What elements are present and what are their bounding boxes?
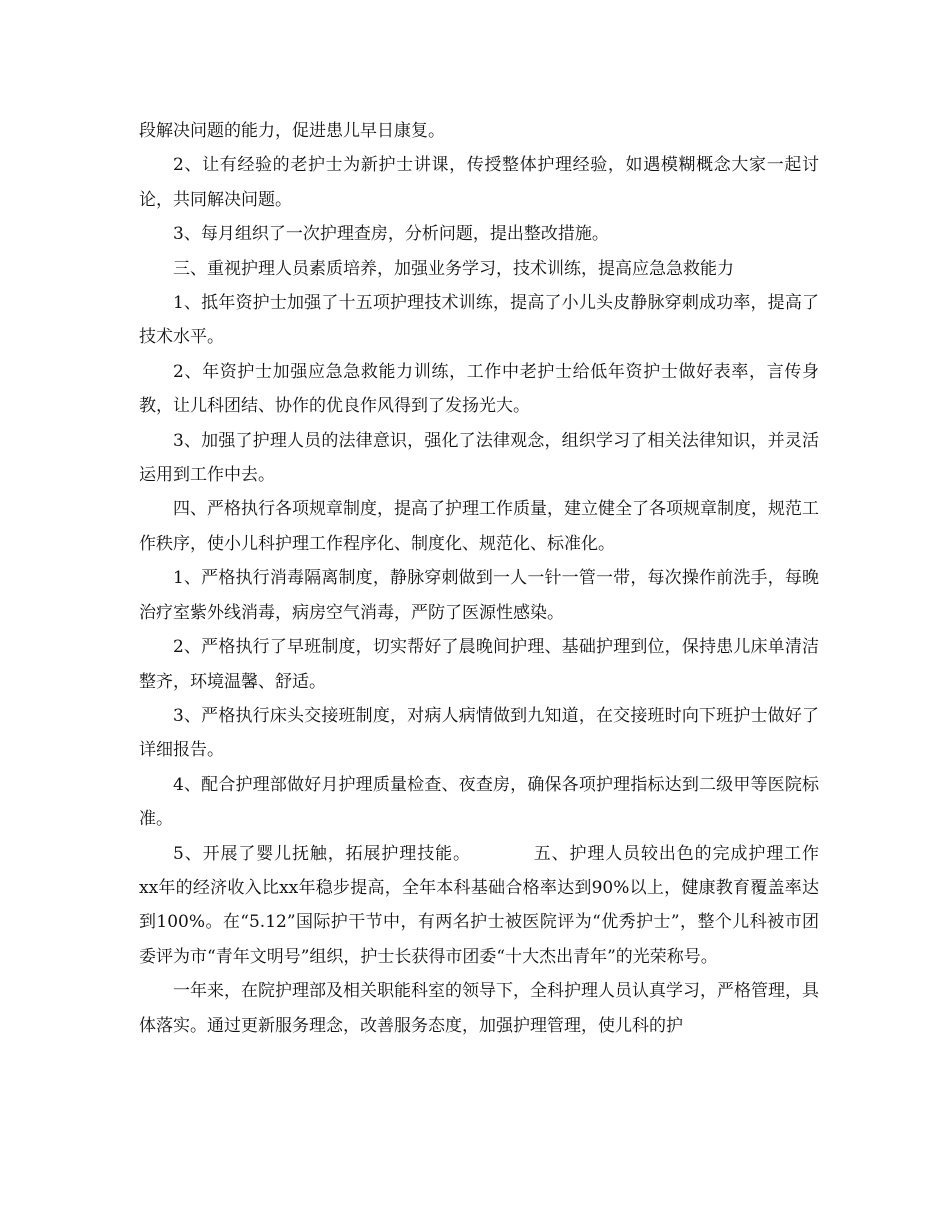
paragraph-continuation: 段解决问题的能力，促进患儿早日康复。 (139, 121, 445, 141)
paragraph-item-3-rounds: 3、每月组织了一次护理查房，分析问题，提出整改措施。 (173, 224, 609, 245)
document-body (139, 114, 863, 1043)
paragraph-item-2-early-shift: 2、严格执行了早班制度，切实帮好了晨晚间护理、基础护理到位，保持患儿床单清洁整齐，环境温馨、舒适。 (139, 637, 819, 692)
paragraph-item-3-handover: 3、严格执行床头交接班制度，对病人病情做到九知道，在交接班时向下班护士做好了详细报告。 (139, 705, 819, 761)
paragraph-item-3-law: 3、加强了护理人员的法律意识，强化了法律观念，组织学习了相关法律知识，并灵活运用到工作中去。 (139, 430, 819, 486)
paragraph-item-1-training: 1、抵年资护士加强了十五项护理技术训练，提高了小儿头皮静脉穿刺成功率，提高了技术水平。 (139, 293, 819, 348)
paragraph-item-5-section-5: 5、开展了婴儿抚触，拓展护理技能。 五、护理人员较出色的完成护理工作 xx年的经济收入比xx年稳步提高，全年本科基础合格率达到90%以上，健康教育覆盖率达到100%。在“5.12”国际护干节中，有两名护士被医院评为“优秀护士”，整个儿科被市团委评为市“青年文明号”组织，护士长获得市团委“十大杰出青年”的光荣称号。 (139, 843, 863, 967)
paragraph-item-4-quality: 4、配合护理部做好月护理质量检查、夜查房，确保各项护理指标达到二级甲等医院标准。 (139, 774, 819, 830)
section-heading-3: 三、重视护理人员素质培养，加强业务学习，技术训练，提高应急急救能力 (173, 258, 734, 279)
paragraph-summary: 一年来，在院护理部及相关职能科室的领导下，全科护理人员认真学习，严格管理，具体落实。通过更新服务理念，改善服务态度，加强护理管理，使儿科的护 (139, 981, 819, 1036)
paragraph-item-1-disinfection: 1、严格执行消毒隔离制度，静脉穿刺做到一人一针一管一带，每次操作前洗手，每晚治疗室紫外线消毒，病房空气消毒，严防了医源性感染。 (139, 568, 819, 623)
section-heading-4: 四、严格执行各项规章制度，提高了护理工作质量，建立健全了各项规章制度，规范工作秩序，使小儿科护理工作程序化、制度化、规范化、标准化。 (139, 499, 819, 554)
paragraph-item-2-emergency: 2、年资护士加强应急急救能力训练，工作中老护士给低年资护士做好表率，言传身教，让儿科团结、协作的优良作风得到了发扬光大。 (139, 361, 819, 417)
paragraph-item-2-lectures: 2、让有经验的老护士为新护士讲课，传授整体护理经验，如遇模糊概念大家一起讨论，共同解决问题。 (139, 155, 819, 210)
